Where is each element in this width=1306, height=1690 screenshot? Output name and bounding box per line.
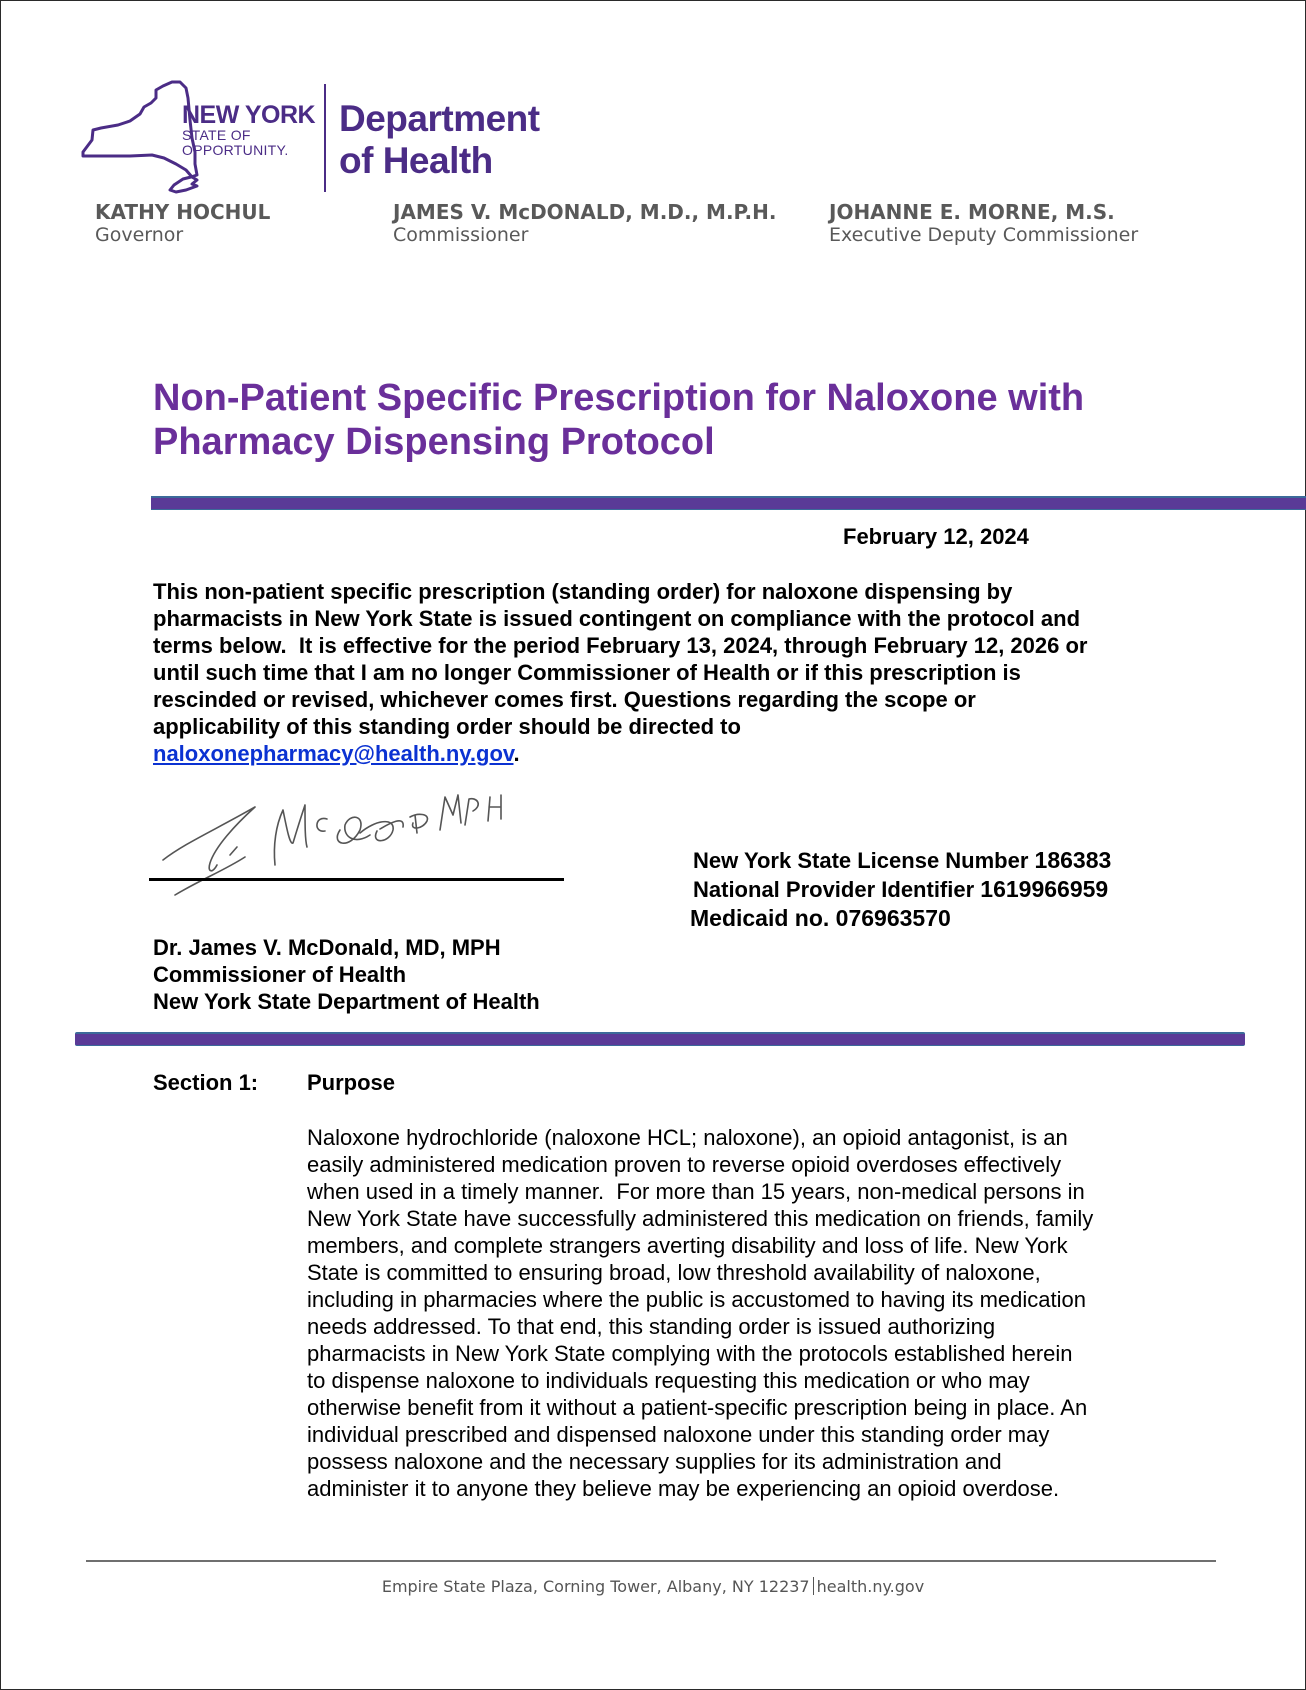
department-line-1: Department xyxy=(339,98,540,139)
npi-row xyxy=(693,875,1111,904)
section-title: Purpose xyxy=(307,1070,396,1095)
document-title xyxy=(153,376,1153,464)
intro-line: This non-patient specific prescription (standing order) for naloxone dispensing by xyxy=(153,579,1013,604)
footer-address: Empire State Plaza, Corning Tower, Albany, NY 12237 xyxy=(381,1577,810,1596)
ny-tagline xyxy=(182,128,289,158)
footer xyxy=(0,1577,1306,1596)
medicaid-number: Medicaid no. 076963570 xyxy=(690,905,951,931)
license-number: 186383 xyxy=(1034,847,1112,873)
intro-paragraph xyxy=(153,578,1163,767)
signer-name: Dr. James V. McDonald, MD, MPH xyxy=(153,935,501,960)
title-divider-bar xyxy=(151,496,1306,510)
footer-website: health.ny.gov xyxy=(816,1577,925,1596)
body-line: State is committed to ensuring broad, low threshold availability of naloxone, xyxy=(307,1260,1041,1285)
intro-email-line xyxy=(153,740,1163,767)
official-governor xyxy=(95,200,270,246)
handwritten-signature xyxy=(155,785,530,900)
intro-line: applicability of this standing order should be directed to xyxy=(153,714,741,739)
email-trailing-period: . xyxy=(513,741,520,766)
npi-number: 1619966959 xyxy=(980,876,1109,902)
official-title: Executive Deputy Commissioner xyxy=(829,224,1139,246)
contact-email-link[interactable]: naloxonepharmacy@health.ny.gov xyxy=(153,741,514,766)
npi-label: National Provider Identifier xyxy=(693,877,975,902)
intro-line: until such time that I am no longer Commissioner of Health or if this prescription is xyxy=(153,660,1021,685)
official-name: KATHY HOCHUL xyxy=(95,200,271,224)
body-line: New York State have successfully administered this medication on friends, family xyxy=(307,1206,1094,1231)
intro-line: rescinded or revised, whichever comes first. Questions regarding the scope or xyxy=(153,687,976,712)
document-title-line-1: Non-Patient Specific Prescription for Naloxone with xyxy=(153,377,1085,419)
intro-line: pharmacists in New York State is issued contingent on compliance with the protocol and xyxy=(153,606,1081,631)
official-name: JOHANNE E. MORNE, M.S. xyxy=(829,200,1115,224)
body-line: including in pharmacies where the public is accustomed to having its medication xyxy=(307,1287,1086,1312)
document-title-line-2: Pharmacy Dispensing Protocol xyxy=(153,421,715,463)
license-row xyxy=(693,846,1111,875)
official-title: Governor xyxy=(95,224,184,246)
section-label: Section 1: xyxy=(153,1070,259,1095)
signer-block xyxy=(153,934,540,1015)
footer-separator xyxy=(813,1577,814,1595)
signature-line xyxy=(149,878,564,881)
body-line: possess naloxone and the necessary supplies for its administration and xyxy=(307,1449,1002,1474)
department-line-2: of Health xyxy=(339,140,493,181)
license-label: New York State License Number xyxy=(693,848,1029,873)
body-line: to dispense naloxone to individuals requesting this medication or who may xyxy=(307,1368,1030,1393)
body-line: easily administered medication proven to reverse opioid overdoses effectively xyxy=(307,1152,1062,1177)
body-line: needs addressed. To that end, this standing order is issued authorizing xyxy=(307,1314,996,1339)
intro-line: terms below. It is effective for the period February 13, 2024, through February 12, 2026 or xyxy=(153,633,1088,658)
body-line: individual prescribed and dispensed naloxone under this standing order may xyxy=(307,1422,1050,1447)
document-date: February 12, 2024 xyxy=(843,524,1029,549)
official-deputy-commissioner xyxy=(829,200,1138,246)
section-body xyxy=(307,1124,1167,1502)
body-line: Naloxone hydrochloride (naloxone HCL; naloxone), an opioid antagonist, is an xyxy=(307,1125,1068,1150)
body-line: members, and complete strangers averting disability and loss of life. New York xyxy=(307,1233,1068,1258)
body-line: pharmacists in New York State complying with the protocols established herein xyxy=(307,1341,1073,1366)
signer-title: Commissioner of Health xyxy=(153,962,407,987)
body-line: administer it to anyone they believe may be experiencing an opioid overdose. xyxy=(307,1476,1060,1501)
official-name: JAMES V. McDONALD, M.D., M.P.H. xyxy=(393,200,777,224)
section-divider-bar xyxy=(75,1032,1245,1046)
department-name xyxy=(339,98,540,182)
footer-rule xyxy=(86,1560,1216,1562)
logo-divider xyxy=(324,84,326,192)
ny-tagline-line-1: STATE OF xyxy=(182,127,251,143)
official-title: Commissioner xyxy=(393,224,529,246)
signer-org: New York State Department of Health xyxy=(153,989,540,1014)
provider-identifiers xyxy=(690,846,1112,933)
ny-tagline-line-2: OPPORTUNITY. xyxy=(182,142,289,158)
official-commissioner xyxy=(393,200,776,246)
body-line: otherwise benefit from it without a patient-specific prescription being in place. An xyxy=(307,1395,1088,1420)
body-line: when used in a timely manner. For more than 15 years, non-medical persons in xyxy=(307,1179,1085,1204)
ny-wordmark: NEW YORK xyxy=(182,101,316,129)
